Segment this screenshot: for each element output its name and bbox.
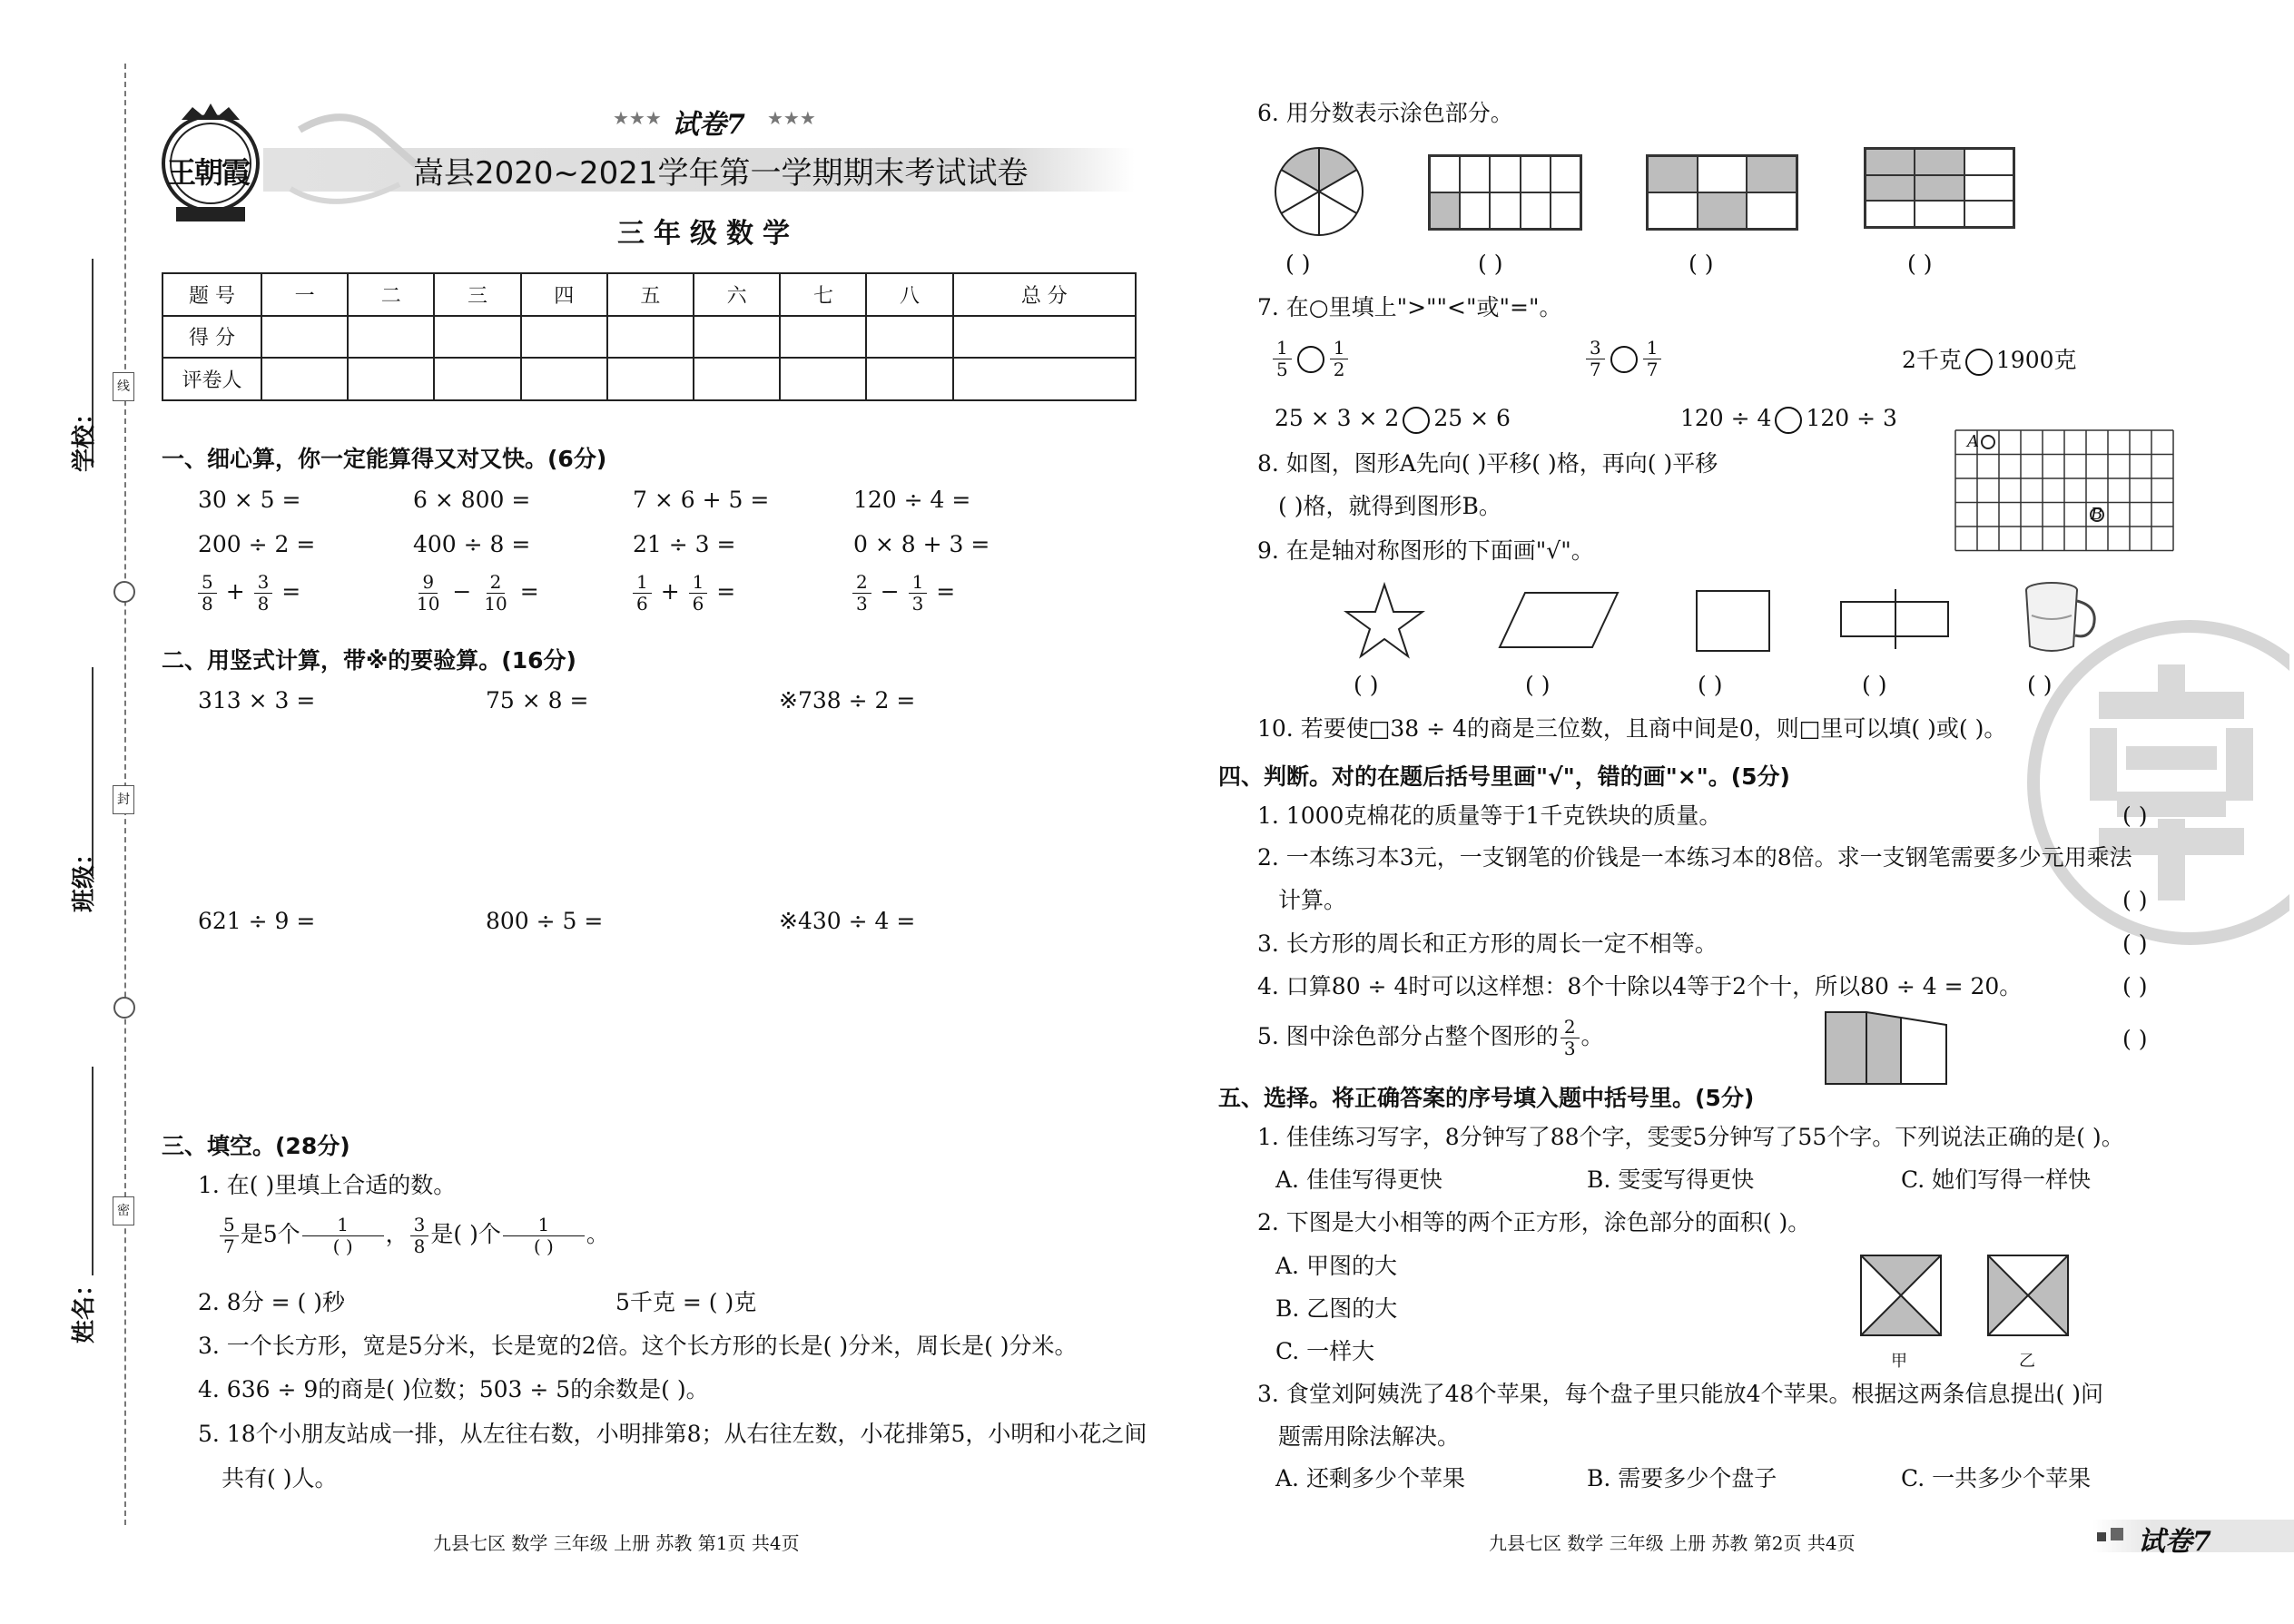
shape-a-label: A bbox=[1967, 432, 1979, 451]
compare-circle[interactable] bbox=[1775, 407, 1802, 434]
grader-input-cell[interactable] bbox=[521, 358, 607, 400]
table-cell: 一 bbox=[261, 273, 348, 316]
score-input-cell[interactable] bbox=[607, 316, 694, 359]
calc-item: 30 × 5 = bbox=[198, 487, 301, 513]
logo-text: 王朝霞 bbox=[167, 155, 250, 190]
fraction-calc-item: $\frac{2}{3}$ − $\frac{1}{3}$ = bbox=[851, 572, 955, 615]
score-input-cell[interactable] bbox=[261, 316, 348, 359]
question-text: 1. 佳佳练习写字，8分钟写了88个字，雯雯5分钟写了55个字。下列说法正确的是( )。 bbox=[1257, 1124, 2124, 1150]
section-1-title: 一、细心算，你一定能算得又对又快。(6分) bbox=[162, 446, 607, 472]
shaded-circle-figure bbox=[1271, 143, 1371, 243]
question-text: 6. 用分数表示涂色部分。 bbox=[1257, 100, 1513, 126]
question-text: 3. 一个长方形，宽是5分米，长是宽的2倍。这个长方形的长是( )分米，周长是( )分米。 bbox=[198, 1333, 1078, 1359]
judge-item: 1. 1000克棉花的质量等于1千克铁块的质量。 bbox=[1257, 802, 1722, 829]
calc-item: ※430 ÷ 4 = bbox=[779, 908, 916, 934]
series-label: 试卷7 bbox=[672, 109, 745, 141]
question-text: 4. 636 ÷ 9的商是( )位数；503 ÷ 5的余数是( )。 bbox=[198, 1376, 709, 1403]
section-4-title: 四、判断。对的在题后括号里画"√"，错的画"×"。(5分) bbox=[1218, 763, 1790, 790]
grader-input-cell[interactable] bbox=[348, 358, 434, 400]
compare-circle[interactable] bbox=[1403, 407, 1430, 434]
calc-item: 6 × 800 = bbox=[413, 487, 531, 513]
table-cell: 四 bbox=[521, 273, 607, 316]
footer-right: 九县七区 数学 三年级 上册 苏教 第2页 共4页 bbox=[1489, 1532, 1856, 1554]
choice-option[interactable]: B. 需要多少个盘子 bbox=[1587, 1465, 1777, 1491]
question-text: 5. 18个小朋友站成一排，从左往右数，小明排第8；从右往左数，小花排第5，小明和小花之间 bbox=[198, 1421, 1147, 1447]
grader-input-cell[interactable] bbox=[694, 358, 780, 400]
answer-blank[interactable]: ( ) bbox=[2027, 672, 2053, 698]
judge-item: 4. 口算80 ÷ 4时可以这样想：8个十除以4等于2个十，所以80 ÷ 4 = 20。 bbox=[1257, 973, 2023, 999]
calc-item: 21 ÷ 3 = bbox=[633, 531, 736, 557]
question-text: 5千克 = ( )克 bbox=[615, 1289, 757, 1315]
table-cell: 二 bbox=[348, 273, 434, 316]
stars-right-icon: ★★★ bbox=[767, 107, 816, 129]
question-1-fractions: $\frac{5}{7}$ 是5个 $\frac{1}{( )}$ ， $\frac{3}{8}$ 是( )个 $\frac{1}{( )}$ 。 bbox=[218, 1215, 609, 1257]
footer-square-icon bbox=[2097, 1532, 2106, 1541]
compare-circle[interactable] bbox=[1297, 346, 1324, 373]
shape-b-label: B bbox=[2091, 505, 2103, 524]
choice-option[interactable]: C. 一共多少个苹果 bbox=[1901, 1465, 2092, 1491]
judge-item: 3. 长方形的周长和正方形的周长一定不相等。 bbox=[1257, 930, 1718, 957]
judge-item: 5. 图中涂色部分占整个图形的 $\frac{2}{3}$ 。 bbox=[1257, 1016, 1604, 1059]
shape-a-icon bbox=[1982, 436, 1994, 448]
score-input-cell[interactable] bbox=[434, 316, 520, 359]
question-text: ( )格，就得到图形B。 bbox=[1278, 493, 1501, 519]
score-row bbox=[162, 316, 1136, 359]
parallelogram-icon bbox=[1498, 590, 1620, 650]
answer-blank[interactable]: ( ) bbox=[1285, 251, 1311, 277]
question-text: 2. 8分 = ( )秒 bbox=[198, 1289, 345, 1315]
choice-option[interactable]: C. 她们写得一样快 bbox=[1901, 1166, 2092, 1193]
calc-item: 7 × 6 + 5 = bbox=[633, 487, 770, 513]
question-text: 共有( )人。 bbox=[222, 1465, 338, 1491]
table-cell: 总 分 bbox=[953, 273, 1136, 316]
figure-label: 甲 bbox=[1891, 1352, 1907, 1371]
shaded-grid-figure bbox=[1428, 154, 1582, 231]
compare-circle[interactable] bbox=[1965, 349, 1993, 376]
compare-item: 120 ÷ 4 120 ÷ 3 bbox=[1680, 405, 1897, 434]
calc-item: 621 ÷ 9 = bbox=[198, 908, 316, 934]
choice-option[interactable]: B. 乙图的大 bbox=[1275, 1295, 1398, 1322]
shaded-grid-figure bbox=[1646, 154, 1798, 231]
section-3-title: 三、填空。(28分) bbox=[162, 1133, 350, 1159]
grader-input-cell[interactable] bbox=[434, 358, 520, 400]
square-jia-figure bbox=[1858, 1253, 1944, 1338]
answer-blank[interactable]: ( ) bbox=[2122, 802, 2148, 829]
question-text: 2. 下图是大小相等的两个正方形，涂色部分的面积( )。 bbox=[1257, 1209, 1811, 1235]
mark-seal-box: 封 bbox=[113, 785, 134, 814]
choice-option[interactable]: A. 甲图的大 bbox=[1275, 1253, 1397, 1279]
answer-blank[interactable]: ( ) bbox=[2122, 973, 2148, 999]
calc-item: 800 ÷ 5 = bbox=[486, 908, 604, 934]
grader-input-cell[interactable] bbox=[953, 358, 1136, 400]
choice-option[interactable]: B. 雯雯写得更快 bbox=[1587, 1166, 1755, 1193]
class-label: 班级： bbox=[71, 841, 98, 912]
compare-circle[interactable] bbox=[1610, 346, 1638, 373]
table-cell: 五 bbox=[607, 273, 694, 316]
question-text: 9. 在是轴对称图形的下面画"√"。 bbox=[1257, 537, 1594, 564]
judge-item: 计算。 bbox=[1278, 887, 1347, 913]
binding-hole-icon bbox=[113, 997, 135, 1019]
fraction-calc-item: $\frac{9}{10}$ − $\frac{2}{10}$ = bbox=[417, 571, 539, 615]
mark-line-box: 线 bbox=[113, 372, 134, 401]
fraction-calc-item: $\frac{1}{6}$ + $\frac{1}{6}$ = bbox=[631, 572, 735, 615]
answer-blank[interactable]: ( ) bbox=[2122, 887, 2148, 913]
table-cell: 题 号 bbox=[162, 273, 261, 316]
fraction-calc-item: $\frac{5}{8}$ + $\frac{3}{8}$ = bbox=[196, 572, 300, 615]
answer-blank[interactable]: ( ) bbox=[1689, 251, 1714, 277]
score-input-cell[interactable] bbox=[521, 316, 607, 359]
calc-item: 400 ÷ 8 = bbox=[413, 531, 531, 557]
score-input-cell[interactable] bbox=[348, 316, 434, 359]
table-cell: 七 bbox=[780, 273, 866, 316]
question-text: 3. 食堂刘阿姨洗了48个苹果，每个盘子里只能放4个苹果。根据这两条信息提出( )问 bbox=[1257, 1381, 2103, 1407]
answer-blank[interactable]: ( ) bbox=[2122, 1026, 2148, 1052]
choice-option[interactable]: A. 还剩多少个苹果 bbox=[1275, 1465, 1465, 1491]
rectangle-icon bbox=[1696, 590, 1770, 652]
section-2-title: 二、用竖式计算，带※的要验算。(16分) bbox=[162, 647, 576, 674]
calc-item: 120 ÷ 4 = bbox=[853, 487, 971, 513]
answer-blank[interactable]: ( ) bbox=[1478, 251, 1503, 277]
name-underline bbox=[92, 1067, 94, 1275]
choice-option[interactable]: A. 佳佳写得更快 bbox=[1275, 1166, 1442, 1193]
table-cell: 得 分 bbox=[162, 316, 261, 359]
secret-seal-watermark-icon bbox=[2017, 610, 2289, 955]
binding-hole-icon bbox=[113, 581, 135, 603]
answer-blank[interactable]: ( ) bbox=[2122, 930, 2148, 957]
compare-item: $\frac{3}{7}$ $\frac{1}{7}$ bbox=[1584, 338, 1663, 380]
answer-blank[interactable]: ( ) bbox=[1525, 672, 1551, 698]
subject-title: 三年级数学 bbox=[617, 218, 799, 250]
score-input-cell[interactable] bbox=[866, 316, 952, 359]
school-label: 学校： bbox=[71, 400, 98, 472]
compare-item: 25 × 3 × 2 25 × 6 bbox=[1275, 405, 1511, 434]
table-cell: 八 bbox=[866, 273, 952, 316]
exam-title: 嵩县2020~2021学年第一学期期末考试试卷 bbox=[413, 155, 1029, 192]
question-text: 10. 若要使□38 ÷ 4的商是三位数，且商中间是0，则□里可以填( )或( )。 bbox=[1257, 715, 2007, 742]
footer-square-icon bbox=[2111, 1528, 2123, 1540]
answer-blank[interactable]: ( ) bbox=[1862, 672, 1887, 698]
choice-option[interactable]: C. 一样大 bbox=[1275, 1338, 1375, 1364]
answer-blank[interactable]: ( ) bbox=[1698, 672, 1723, 698]
score-input-cell[interactable] bbox=[694, 316, 780, 359]
mark-secret-box: 密 bbox=[113, 1196, 134, 1225]
judge-item: 2. 一本练习本3元，一支钢笔的价钱是一本练习本的8倍。求一支钢笔需要多少元用乘法 bbox=[1257, 844, 2132, 871]
grader-input-cell[interactable] bbox=[780, 358, 866, 400]
score-table-header-row bbox=[162, 273, 1136, 316]
calc-item: 0 × 8 + 3 = bbox=[853, 531, 990, 557]
question-text: 7. 在○里填上">""<"或"="。 bbox=[1257, 294, 1562, 320]
compare-item: 2千克 1900克 bbox=[1902, 347, 2077, 376]
grader-row bbox=[162, 358, 1136, 400]
question-text: 题需用除法解决。 bbox=[1278, 1423, 1461, 1450]
score-input-cell[interactable] bbox=[953, 316, 1136, 359]
calc-item: ※738 ÷ 2 = bbox=[779, 687, 916, 714]
answer-blank[interactable]: ( ) bbox=[1354, 672, 1379, 698]
answer-blank[interactable]: ( ) bbox=[1907, 251, 1933, 277]
shaded-grid-figure bbox=[1864, 147, 2015, 229]
name-label: 姓名： bbox=[71, 1272, 98, 1343]
stars-left-icon: ★★★ bbox=[613, 107, 662, 129]
table-cell: 三 bbox=[434, 273, 520, 316]
question-text: 8. 如图，图形A先向( )平移( )格，再向( )平移 bbox=[1257, 450, 1718, 477]
grader-input-cell[interactable] bbox=[866, 358, 952, 400]
footer-badge: 试卷7 bbox=[2138, 1526, 2211, 1558]
calc-item: 200 ÷ 2 = bbox=[198, 531, 316, 557]
figure-label: 乙 bbox=[2019, 1352, 2035, 1371]
score-table bbox=[162, 272, 1137, 401]
calc-item: 75 × 8 = bbox=[486, 687, 589, 714]
grader-input-cell[interactable] bbox=[607, 358, 694, 400]
compare-item: $\frac{1}{5}$ $\frac{1}{2}$ bbox=[1271, 338, 1350, 380]
table-cell: 评卷人 bbox=[162, 358, 261, 400]
footer-left: 九县七区 数学 三年级 上册 苏教 第1页 共4页 bbox=[433, 1532, 800, 1554]
rectangle-with-line-icon bbox=[1838, 587, 1952, 651]
trapezoid-shaded-figure bbox=[1823, 1009, 1950, 1086]
score-input-cell[interactable] bbox=[780, 316, 866, 359]
question-text: 1. 在( )里填上合适的数。 bbox=[198, 1172, 457, 1198]
section-5-title: 五、选择。将正确答案的序号填入题中括号里。(5分) bbox=[1218, 1085, 1755, 1111]
calc-item: 313 × 3 = bbox=[198, 687, 316, 714]
table-cell: 六 bbox=[694, 273, 780, 316]
star-icon bbox=[1344, 581, 1425, 659]
square-yi-figure bbox=[1985, 1253, 2071, 1338]
translation-grid-figure bbox=[1954, 428, 2176, 554]
grader-input-cell[interactable] bbox=[261, 358, 348, 400]
